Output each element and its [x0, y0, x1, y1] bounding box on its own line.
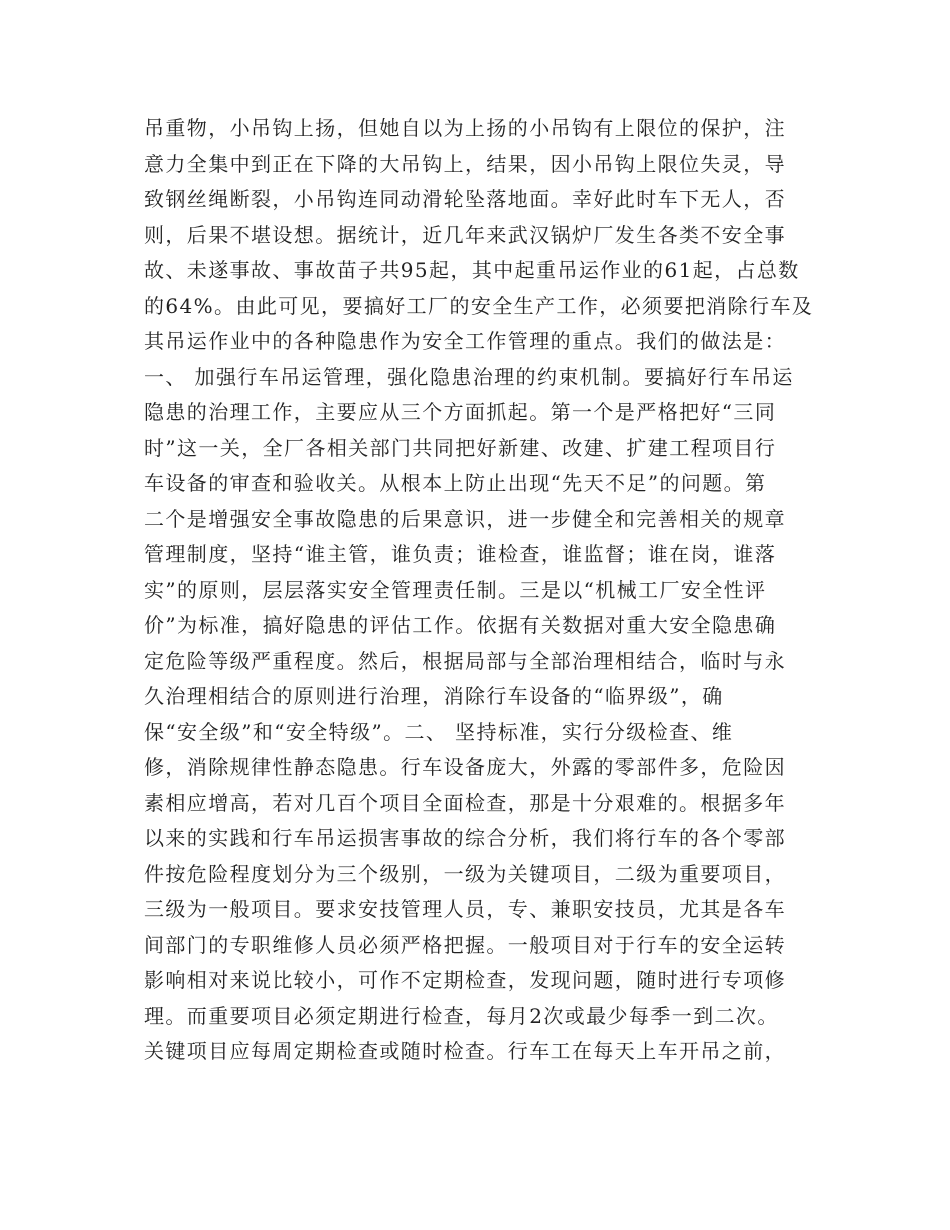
text-line: 隐患的治理工作，主要应从三个方面抓起。第一个是严格把好“三同 — [144, 400, 777, 424]
text-line: 一、 加强行车吊运管理，强化隐患治理的约束机制。要搞好行车吊运 — [144, 364, 794, 389]
text-line: 实”的原则，层层落实安全管理责任制。三是以“机械工厂安全性评 — [144, 577, 767, 602]
text-line: 定危险等级严重程度。然后，根据局部与全部治理相结合，临时与永 — [144, 648, 786, 673]
text-line: 三级为一般项目。要求安技管理人员，专、兼职安技员，尤其是各车 — [144, 897, 786, 921]
text-line: 件按危险程度划分为三个级别，一级为关键项目，二级为重要项目， — [144, 861, 786, 886]
text-line: 关键项目应每周定期检查或随时检查。行车工在每天上车开吊之前， — [144, 1039, 786, 1063]
text-line: 修，消除规律性静态隐患。行车设备庞大，外露的零部件多，危险因 — [144, 755, 786, 779]
text-line: 吊重物，小吊钩上扬，但她自以为上扬的小吊钩有上限位的保护，注 — [144, 116, 786, 140]
text-line: 管理制度，坚持“谁主管，谁负责；谁检查，谁监督；谁在岗，谁落 — [144, 542, 777, 566]
text-line: 理。而重要项目必须定期进行检查，每月2次或最少每季一到二次。 — [144, 1003, 779, 1028]
text-line: 意力全集中到正在下降的大吊钩上，结果，因小吊钩上限位失灵，导 — [144, 151, 786, 176]
text-line: 影响相对来说比较小，可作不定期检查，发现问题，随时进行专项修 — [144, 968, 786, 992]
text-line: 其吊运作业中的各种隐患作为安全工作管理的重点。我们的做法是： — [144, 329, 786, 353]
text-line: 二个是增强安全事故隐患的后果意识，进一步健全和完善相关的规章 — [144, 506, 786, 531]
text-line: 以来的实践和行车吊运损害事故的综合分析，我们将行车的各个零部 — [144, 826, 786, 850]
text-line: 车设备的审查和验收关。从根本上防止出现“先天不足”的问题。第 — [144, 471, 767, 495]
body-text — [144, 111, 824, 1070]
text-line: 素相应增高，若对几百个项目全面检查，那是十分艰难的。根据多年 — [144, 790, 786, 815]
text-line: 久治理相结合的原则进行治理，消除行车设备的“临界级”，确 — [144, 684, 724, 708]
text-line: 价”为标准，搞好隐患的评估工作。依据有关数据对重大安全隐患确 — [144, 613, 777, 637]
text-line: 保“安全级”和“安全特级”。二、 坚持标准，实行分级检查、维 — [144, 719, 734, 744]
text-line: 时”这一关，全厂各相关部门共同把好新建、改建、扩建工程项目行 — [144, 435, 777, 460]
text-line: 致钢丝绳断裂，小吊钩连同动滑轮坠落地面。幸好此时车下无人，否 — [144, 187, 786, 211]
text-line: 则，后果不堪设想。据统计，近几年来武汉锅炉厂发生各类不安全事 — [144, 222, 786, 247]
text-line: 的64%。由此可见，要搞好工厂的安全生产工作，必须要把消除行车及 — [144, 293, 814, 318]
text-line: 间部门的专职维修人员必须严格把握。一般项目对于行车的安全运转 — [144, 932, 786, 957]
text-line: 故、未遂事故、事故苗子共95起，其中起重吊运作业的61起，占总数 — [144, 258, 800, 282]
